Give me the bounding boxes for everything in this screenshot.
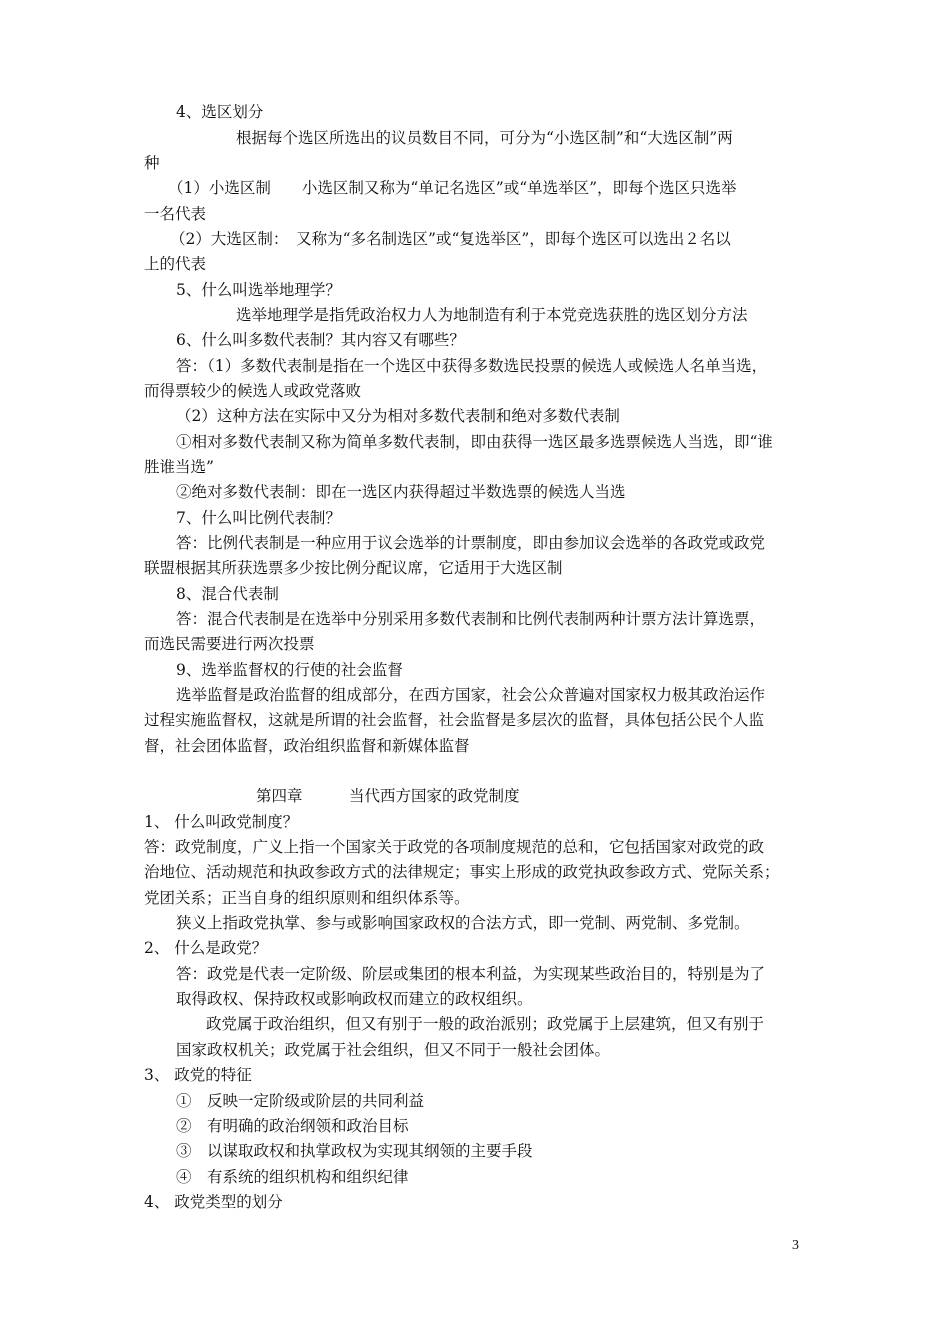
text-line: 答：混合代表制是在选举中分别采用多数代表制和比例代表制两种计票方法计算选票， bbox=[176, 610, 766, 628]
chapter-title: 第四章 当代西方国家的政党制度 bbox=[256, 787, 520, 805]
text-line: 取得政权、保持政权或影响政权而建立的政权组织。 bbox=[176, 990, 533, 1008]
text-line: 而得票较少的候选人或政党落败 bbox=[144, 382, 362, 400]
text-line: 种 bbox=[144, 154, 160, 172]
text-line: 6、什么叫多数代表制？其内容又有哪些？ bbox=[176, 331, 465, 349]
text-line: 治地位、活动规范和执政参政方式的法律规定；事实上形成的政党执政参政方式、党际关系； bbox=[144, 863, 780, 881]
text-line: （1）小选区制 小选区制又称为“单记名选区”或“单选举区”，即每个选区只选举 bbox=[168, 179, 737, 197]
text-line: 联盟根据其所获选票多少按比例分配议席，它适用于大选区制 bbox=[144, 559, 563, 577]
text-line: 2、 什么是政党？ bbox=[144, 939, 268, 957]
text-line: ① 反映一定阶级或阶层的共同利益 bbox=[176, 1092, 425, 1110]
text-line: 胜谁当选” bbox=[144, 458, 214, 476]
text-line: 1、 什么叫政党制度？ bbox=[144, 813, 299, 831]
text-line: ② 有明确的政治纲领和政治目标 bbox=[176, 1117, 409, 1135]
text-line: （2）大选区制： 又称为“多名制选区”或“复选举区”，即每个选区可以选出２名以 bbox=[170, 230, 731, 248]
text-line: 选举监督是政治监督的组成部分，在西方国家，社会公众普遍对国家权力极其政治运作 bbox=[176, 686, 766, 704]
text-line: 根据每个选区所选出的议员数目不同，可分为“小选区制”和“大选区制”两 bbox=[236, 129, 733, 147]
text-line: 选举地理学是指凭政治权力人为地制造有利于本党竞选获胜的选区划分方法 bbox=[236, 306, 748, 324]
text-line: 答：政党是代表一定阶级、阶层或集团的根本利益，为实现某些政治目的，特别是为了 bbox=[176, 965, 766, 983]
text-line: 一名代表 bbox=[144, 205, 207, 223]
text-line: 4、 政党类型的划分 bbox=[144, 1193, 283, 1211]
text-line: ③ 以谋取政权和执掌政权为实现其纲领的主要手段 bbox=[176, 1142, 533, 1160]
text-line: 答：（1）多数代表制是指在一个选区中获得多数选民投票的候选人或候选人名单当选， bbox=[176, 357, 768, 375]
text-line: 答：比例代表制是一种应用于议会选举的计票制度，即由参加议会选举的各政党或政党 bbox=[176, 534, 766, 552]
text-line: 督，社会团体监督，政治组织监督和新媒体监督 bbox=[144, 737, 470, 755]
text-line: 3、 政党的特征 bbox=[144, 1066, 252, 1084]
page-number: 3 bbox=[792, 1238, 799, 1253]
text-line: 国家政权机关；政党属于社会组织，但又不同于一般社会团体。 bbox=[176, 1041, 611, 1059]
text-line: 9、选举监督权的行使的社会监督 bbox=[176, 661, 403, 679]
text-line: 党团关系；正当自身的组织原则和组织体系等。 bbox=[144, 889, 470, 907]
text-line: 上的代表 bbox=[144, 255, 207, 273]
text-line: ①相对多数代表制又称为简单多数代表制，即由获得一选区最多选票候选人当选，即“谁 bbox=[176, 433, 773, 451]
text-line: 狭义上指政党执掌、参与或影响国家政权的合法方式，即一党制、两党制、多党制。 bbox=[176, 914, 750, 932]
text-line: 而选民需要进行两次投票 bbox=[144, 635, 315, 653]
text-line: 7、什么叫比例代表制？ bbox=[176, 509, 341, 527]
text-line: 答：政党制度，广义上指一个国家关于政党的各项制度规范的总和，它包括国家对政党的政 bbox=[144, 838, 765, 856]
text-line: 5、什么叫选举地理学？ bbox=[176, 281, 341, 299]
text-line: 4、选区划分 bbox=[176, 103, 264, 121]
text-line: 政党属于政治组织，但又有别于一般的政治派别；政党属于上层建筑，但又有别于 bbox=[206, 1015, 765, 1033]
text-line: ④ 有系统的组织机构和组织纪律 bbox=[176, 1168, 409, 1186]
text-line: 8、混合代表制 bbox=[176, 585, 279, 603]
text-line: （2）这种方法在实际中又分为相对多数代表制和绝对多数代表制 bbox=[176, 407, 620, 425]
text-line: ②绝对多数代表制：即在一选区内获得超过半数选票的候选人当选 bbox=[176, 483, 626, 501]
text-line: 过程实施监督权，这就是所谓的社会监督，社会监督是多层次的监督，具体包括公民个人监 bbox=[144, 711, 765, 729]
